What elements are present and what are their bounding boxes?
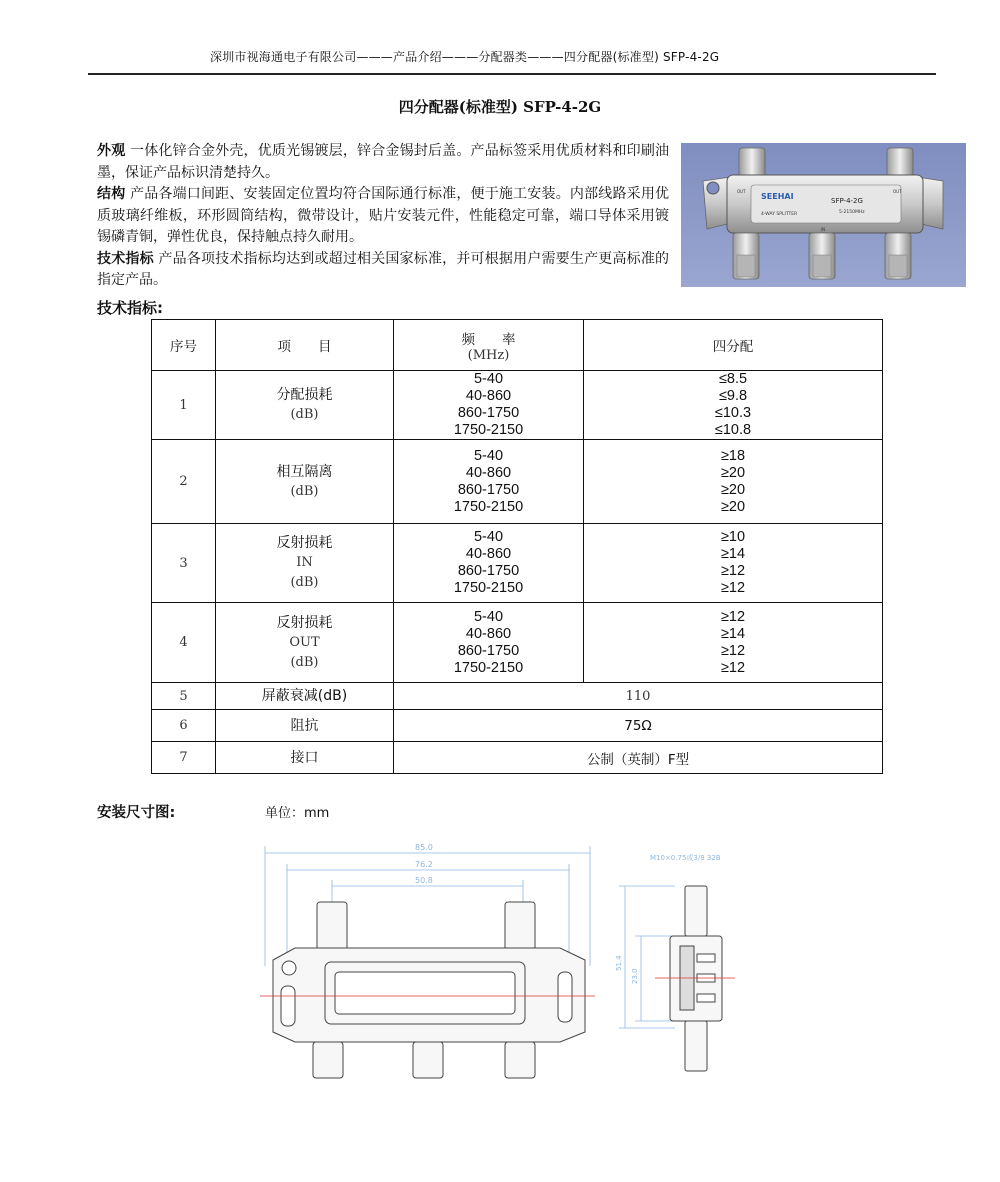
photo-freq: 5-2150MHz — [839, 210, 865, 215]
row-value: 110 — [394, 683, 883, 710]
item-line: OUT — [289, 634, 320, 650]
row-freqs — [394, 524, 584, 603]
row-value: 75Ω — [394, 710, 883, 742]
row-item — [216, 603, 394, 683]
value-cell: ≥12 — [720, 563, 746, 579]
freq-cell: 860-1750 — [457, 481, 520, 498]
spec-table — [151, 319, 883, 774]
row-freqs — [394, 603, 584, 683]
tech-label: 技术指标 — [97, 250, 154, 267]
freq-cell: 1750-2150 — [453, 422, 524, 438]
photo-in-label: IN — [821, 227, 826, 232]
item-line: 分配损耗 — [276, 387, 333, 403]
table-row — [152, 603, 883, 683]
appearance-text: 一体化锌合金外壳，优质光锡镀层，锌合金锡封后盖。产品标签采用优质材料和印刷油墨，保证产品标识清楚持久。 — [97, 143, 670, 181]
item-line: 反射损耗 — [276, 614, 333, 631]
freq-cell: 5-40 — [473, 371, 504, 387]
dim-51-label: 51.4 — [615, 955, 623, 971]
header-rule — [88, 73, 936, 75]
dim-side-top-label: M10×0.75或3/8 32B — [650, 854, 721, 862]
value-cell: ≥14 — [720, 625, 746, 642]
row-no: 4 — [152, 603, 216, 683]
item-line: (dB) — [290, 483, 319, 499]
value-cell: ≤9.8 — [718, 388, 748, 404]
dim-50-label: 50.8 — [415, 876, 433, 885]
intro-section — [97, 141, 669, 292]
row-no: 5 — [152, 683, 216, 710]
row-no: 3 — [152, 524, 216, 603]
photo-out-label-left: OUT — [737, 189, 746, 194]
header-freq-line2: (MHz) — [467, 347, 510, 363]
structure-paragraph — [97, 184, 669, 249]
item-line: 相互隔离 — [276, 463, 333, 480]
dimension-drawing — [255, 836, 785, 1082]
tech-text: 产品各项技术指标均达到或超过相关国家标准，并可根据用户需要生产更高标准的指定产品。 — [97, 250, 670, 288]
row-item: 阻抗 — [216, 710, 394, 742]
freq-cell: 860-1750 — [457, 563, 520, 579]
value-cell: ≥12 — [720, 642, 746, 659]
photo-brand: SEEHAI — [761, 192, 794, 201]
dim-85-label: 85.0 — [415, 843, 433, 852]
table-row — [152, 524, 883, 603]
spec-heading: 技术指标: — [97, 299, 163, 317]
value-cell: ≤8.5 — [718, 371, 748, 387]
structure-text: 产品各端口间距、安装固定位置均符合国际通行标准，便于施工安装。内部线路采用优质玻璃纤维板，环形圆筒结构，微带设计，贴片安装元件，性能稳定可靠，端口导体采用镀锡磷青铜，弹性优良，保持触点持久耐用。 — [97, 186, 670, 245]
header-item: 项 目 — [216, 320, 394, 371]
row-item: 屏蔽衰减(dB) — [216, 683, 394, 710]
photo-out-label-right: OUT — [893, 189, 902, 194]
value-cell: ≥10 — [720, 529, 746, 545]
install-heading: 安装尺寸图: — [97, 805, 176, 821]
table-header-row — [152, 320, 883, 371]
freq-cell: 5-40 — [473, 447, 504, 464]
value-cell: ≥14 — [720, 546, 746, 562]
dim-76-label: 76.2 — [415, 860, 433, 869]
value-cell: ≤10.8 — [714, 422, 752, 438]
row-value: 公制（英制）F型 — [394, 742, 883, 774]
row-no: 6 — [152, 710, 216, 742]
row-item — [216, 524, 394, 603]
value-cell: ≥12 — [720, 659, 746, 676]
item-line: (dB) — [290, 654, 319, 670]
value-cell: ≥20 — [720, 498, 746, 515]
table-row — [152, 371, 883, 440]
item-line: (dB) — [290, 575, 319, 590]
table-row — [152, 440, 883, 524]
row-freqs — [394, 440, 584, 524]
row-item — [216, 371, 394, 440]
value-cell: ≥18 — [720, 447, 746, 464]
freq-cell: 860-1750 — [457, 405, 520, 421]
header-freq-line1: 频 率 — [461, 331, 516, 348]
freq-cell: 1750-2150 — [453, 659, 524, 676]
appearance-label: 外观 — [97, 143, 126, 159]
item-line: (dB) — [290, 407, 319, 422]
row-item: 接口 — [216, 742, 394, 774]
table-row — [152, 710, 883, 742]
row-no: 2 — [152, 440, 216, 524]
header-freq — [394, 320, 584, 371]
value-cell: ≥12 — [720, 580, 746, 596]
tech-paragraph — [97, 249, 669, 292]
freq-cell: 40-860 — [465, 388, 512, 404]
freq-cell: 860-1750 — [457, 642, 520, 659]
row-item — [216, 440, 394, 524]
row-values — [584, 440, 883, 524]
page-title: 四分配器(标准型) SFP-4-2G — [398, 98, 602, 116]
product-photo — [681, 143, 966, 287]
page-header-breadcrumb: 深圳市视海通电子有限公司———产品介绍———分配器类———四分配器(标准型) SFP-4-2G — [210, 50, 720, 64]
freq-cell: 1750-2150 — [453, 498, 524, 515]
header-no: 序号 — [152, 320, 216, 371]
table-row — [152, 683, 883, 710]
value-cell: ≥20 — [720, 464, 746, 481]
freq-cell: 40-860 — [465, 625, 512, 642]
table-row — [152, 742, 883, 774]
row-no: 7 — [152, 742, 216, 774]
photo-type: 4-WAY SPLITTER — [761, 212, 798, 217]
photo-model: SFP-4-2G — [831, 197, 863, 205]
value-cell: ≥12 — [720, 608, 746, 625]
item-line: 反射损耗 — [276, 535, 333, 551]
dim-23-label: 23.0 — [631, 968, 639, 984]
row-values — [584, 371, 883, 440]
freq-cell: 5-40 — [473, 529, 504, 545]
freq-cell: 40-860 — [465, 464, 512, 481]
row-values — [584, 524, 883, 603]
value-cell: ≥20 — [720, 481, 746, 498]
row-freqs — [394, 371, 584, 440]
freq-cell: 40-860 — [465, 546, 512, 562]
structure-label: 结构 — [97, 186, 126, 202]
value-cell: ≤10.3 — [714, 405, 752, 421]
unit-label: 单位：mm — [265, 806, 330, 821]
row-no: 1 — [152, 371, 216, 440]
appearance-paragraph — [97, 141, 669, 184]
freq-cell: 5-40 — [473, 608, 504, 625]
item-line: IN — [296, 555, 313, 570]
freq-cell: 1750-2150 — [453, 580, 524, 596]
header-value: 四分配 — [584, 320, 883, 371]
row-values — [584, 603, 883, 683]
